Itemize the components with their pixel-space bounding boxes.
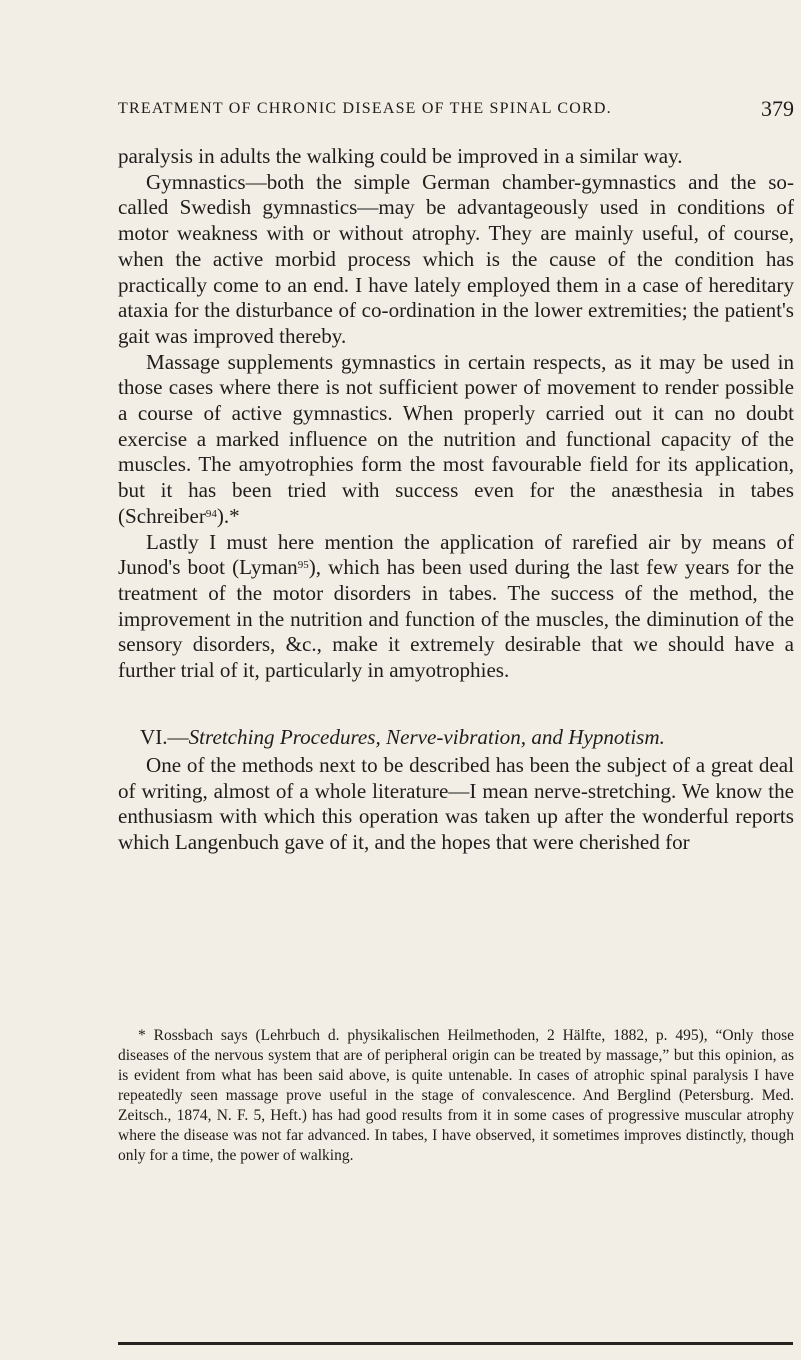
section-heading [118,725,794,751]
reference-94: 94 [205,507,217,520]
section-title: Stretching Procedures, Nerve-vibration, and Hypnotism. [188,725,665,749]
massage-text: Massage supplements gymnastics in certain respects, as it may be used in those cases where there is not sufficient power of movement to render possible a course of active gymnastics. When properly carried out it can no doubt exercise a marked influence on the nutrition and functional capacity of the muscles. The amyotrophies form the most favourable field for its application, but it has been tried with success even for the anæsthesia in tabes (Schreiber [118,349,794,528]
massage-footnote-mark: ).* [216,503,240,528]
paragraph-gymnastics: Gymnastics—both the simple German chamber-gymnastics and the so-called Swedish gymnastics—may be advantageously used in conditions of motor weakness with or without atrophy. They are mainly useful, of course, when the active morbid process which is the cause of the condition has practically come to an end. I have lately employed them in a case of hereditary ataxia for the disturbance of co-ordination in the lower extremities; the patient's gait was improved thereby. [118,169,794,348]
page-number: 379 [761,96,794,121]
section-number: VI.— [140,725,189,749]
footnote [118,1026,794,1166]
paragraph-rarefied-air [118,530,794,684]
running-head: TREATMENT OF CHRONIC DISEASE OF THE SPINAL CORD. [118,100,612,117]
paragraph-nerve-stretching: One of the methods next to be described has been the subject of a great deal of writing, almost of a whole literature—I mean nerve-stretching. We know the enthusiasm with which this operation was taken up after the wonderful reports which Langenbuch gave of it, and the hopes that were cherished for [118,753,794,855]
reference-95: 95 [297,559,309,572]
main-text [118,144,794,684]
bottom-rule [118,1342,793,1345]
rarefied-air-text-start: Lastly I must here mention the application of rarefied air by means of Junod's boot (Lyman [118,529,794,580]
footnote-text: * Rossbach says (Lehrbuch d. physikalischen Heilmethoden, 2 Hälfte, 1882, p. 495), “Only those diseases of the nervous system that are of peripheral origin can be treated by massage,” but this opinion, as is evident from what has been said above, is quite untenable. In cases of atrophic spinal paralysis I have repeatedly seen massage prove useful in the stage of convalescence. And Berglind (Petersburg. Med. Zeitsch., 1874, N. F. 5, Heft.) has had good results from it in some cases of progressive muscular atrophy where the disease was not far advanced. In tabes, I have observed, it sometimes improves distinctly, though only for a time, the power of walking. [118,1027,794,1164]
paragraph-massage [118,350,794,530]
rarefied-air-text-end: ), which has been used during the last few years for the treatment of the motor disorders in tabes. The success of the method, the improvement in the nutrition and function of the muscles, the diminution of the sensory disorders, &c., make it extremely desirable that we should have a further trial of it, particularly in amyotrophies. [118,555,794,683]
page-header [118,88,794,122]
section-body [118,753,794,856]
paragraph-continuation: paralysis in adults the walking could be improved in a similar way. [118,144,683,168]
